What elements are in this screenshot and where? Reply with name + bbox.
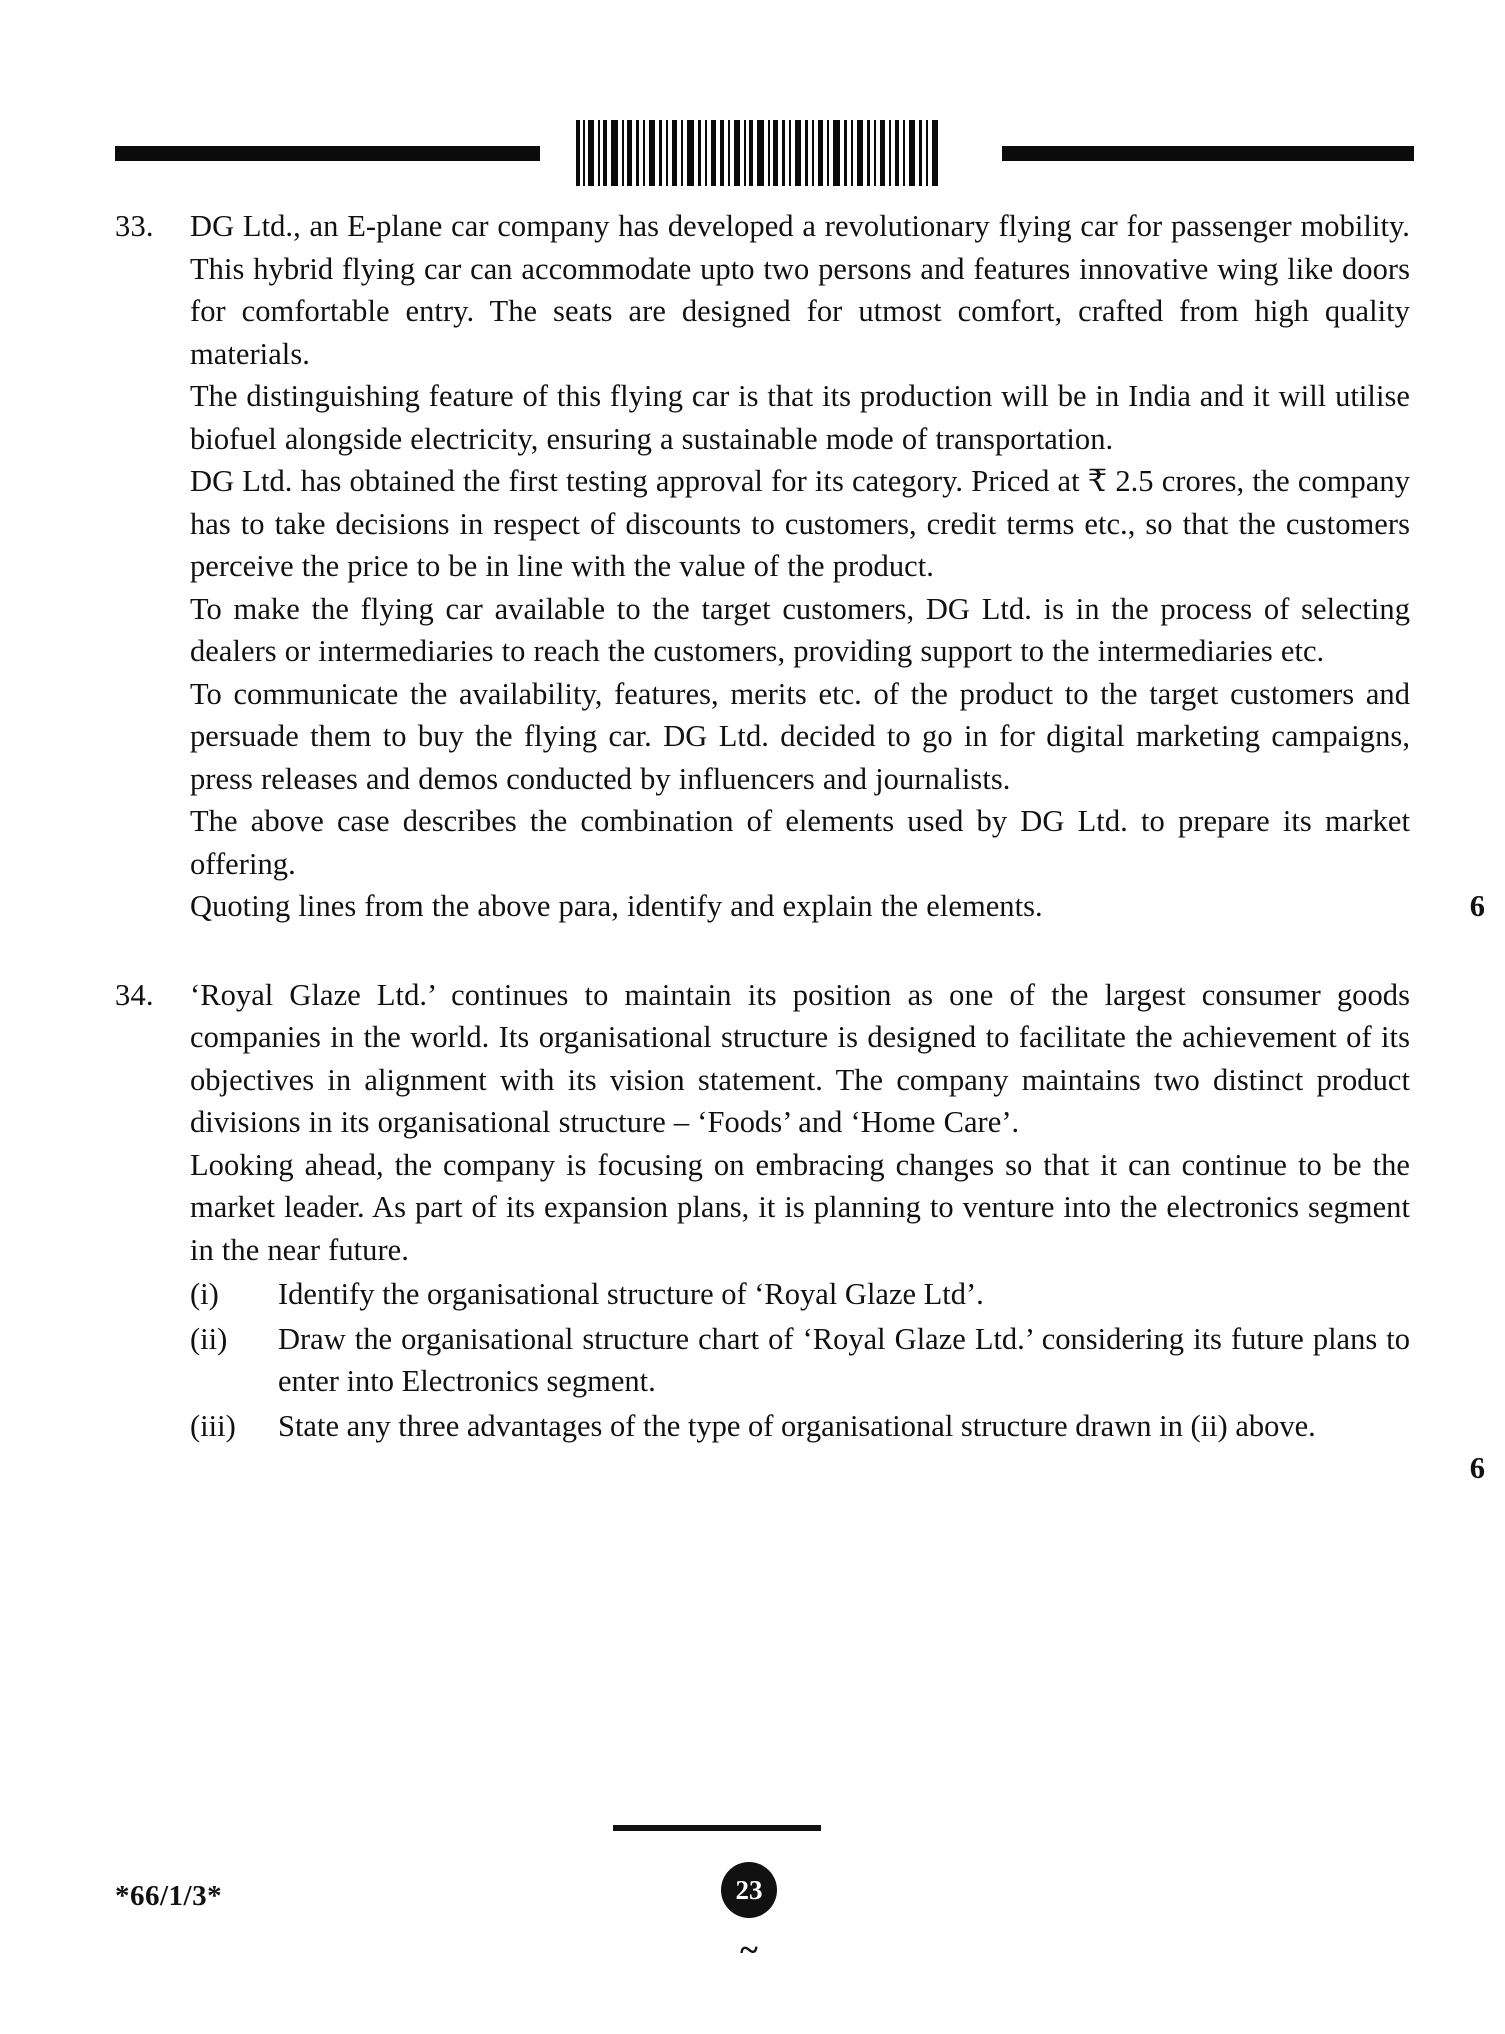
- barcode-icon: [574, 120, 944, 186]
- footer-divider: [613, 1825, 821, 1831]
- question-33-paragraph-3: DG Ltd. has obtained the first testing approval for its category. Priced at ₹ 2.5 crores, the company has to take decisions in respect of discounts to customers, credit terms etc., so that the customers perceive the price to be in line with the value of the product.: [190, 464, 1410, 583]
- question-34-paragraph-1: ‘Royal Glaze Ltd.’ continues to maintain its position as one of the largest consumer goods companies in the world. Its organisational structure is designed to facilitate the achievement of its objectives in alignment with its vision statement. The company maintains two distinct product divisions in its organisational structure – ‘Foods’ and ‘Home Care’.: [190, 977, 1410, 1139]
- page-header: [0, 118, 1505, 188]
- end-mark: ~: [740, 1932, 758, 1969]
- header-right-bar: [1002, 146, 1414, 161]
- question-34-subitem-ii-text: Draw the organisational structure chart of ‘Royal Glaze Ltd.’ considering its future plans to enter into Electronics segment.: [278, 1321, 1410, 1398]
- question-33: [0, 205, 1505, 928]
- question-34-subitem-i-text: Identify the organisational structure of ‘Royal Glaze Ltd’.: [278, 1277, 984, 1311]
- question-33-instruction: Quoting lines from the above para, identify and explain the elements.: [190, 889, 1043, 923]
- question-34-subitem-iii: [190, 1405, 1485, 1485]
- question-33-paragraph-1: DG Ltd., an E-plane car company has developed a revolutionary flying car for passenger mobility. This hybrid flying car can accommodate upto two persons and features innovative wing like doors for comfortable entry. The seats are designed for utmost comfort, crafted from high quality materials.: [190, 209, 1410, 371]
- question-33-paragraph-2: The distinguishing feature of this flying car is that its production will be in India and it will utilise biofuel alongside electricity, ensuring a sustainable mode of transportation.: [190, 379, 1410, 456]
- question-33-paragraph-4: To make the flying car available to the target customers, DG Ltd. is in the process of selecting dealers or intermediaries to reach the customers, providing support to the intermediaries etc.: [190, 591, 1410, 668]
- question-34-subitem-i: [190, 1273, 1410, 1316]
- page-content: [0, 205, 1505, 1485]
- paper-code: *66/1/3*: [115, 1880, 223, 1912]
- question-34-subitem-ii-label: (ii): [190, 1321, 228, 1356]
- question-34-subitem-iii-label: (iii): [190, 1408, 236, 1443]
- page-number-badge: 23: [721, 1862, 777, 1918]
- question-33-number: 33.: [115, 209, 154, 243]
- question-34-paragraph-2: Looking ahead, the company is focusing on embracing changes so that it can continue to be the market leader. As part of its expansion plans, it is planning to venture into the electronics segment in the near future.: [190, 1147, 1410, 1267]
- question-34-subitem-i-label: (i): [190, 1277, 219, 1311]
- question-33-marks: 6: [1469, 889, 1485, 923]
- question-34-subitem-ii: [190, 1318, 1410, 1403]
- header-left-bar: [115, 146, 540, 161]
- question-34: [0, 974, 1505, 1485]
- question-33-paragraph-6: The above case describes the combination of elements used by DG Ltd. to prepare its market offering.: [190, 804, 1410, 881]
- question-33-paragraph-5: To communicate the availability, features, merits etc. of the product to the target customers and persuade them to buy the flying car. DG Ltd. decided to go in for digital marketing campaigns, press releases and demos conducted by influencers and journalists.: [190, 676, 1410, 796]
- question-34-subitem-iii-text: State any three advantages of the type of organisational structure drawn in (ii) above.: [278, 1408, 1316, 1443]
- question-34-marks: 6: [1469, 1451, 1485, 1485]
- question-34-number: 34.: [115, 977, 154, 1012]
